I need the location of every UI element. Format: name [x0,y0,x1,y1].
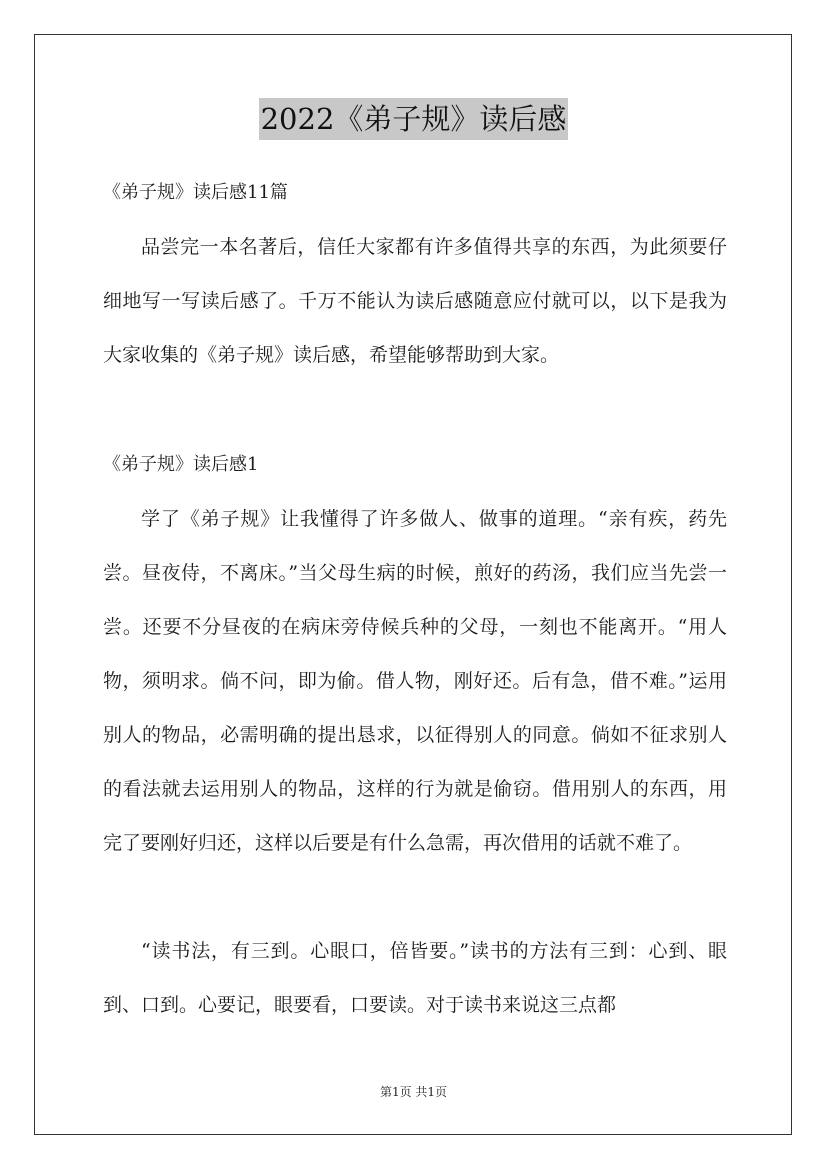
document-title: 2022《弟子规》读后感 [259,98,569,140]
page-footer: 第1页 共1页 [379,1085,448,1099]
body-paragraph-1: 学了《弟子规》让我懂得了许多做人、做事的道理。“亲有疾，药先尝。昼夜侍，不离床。”当父母生病的时候，煎好的药汤，我们应当先尝一尝。还要不分昼夜的在病床旁侍候兵种的父母，一刻也不能离开。“用人物，须明求。倘不问，即为偷。借人物，刚好还。后有急，借不难。”运用别人的物品，必需明确的提出恳求，以征得别人的同意。倘如不征求别人的看法就去运用别人的物品，这样的行为就是偷窃。借用别人的东西，用完了要刚好归还，这样以后要是有什么急需，再次借用的话就不难了。 [103,508,727,854]
title-container [0,98,827,140]
document-subtitle: 《弟子规》读后感11篇 [103,182,288,203]
section-heading: 《弟子规》读后感1 [103,454,259,475]
body-paragraph-2: “读书法，有三到。心眼口，倍皆要。”读书的方法有三到：心到、眼到、口到。心要记，眼要看，口要读。对于读书来说这三点都 [103,940,727,1016]
intro-paragraph: 品尝完一本名著后，信任大家都有许多值得共享的东西，为此须要仔细地写一写读后感了。千万不能认为读后感随意应付就可以，以下是我为大家收集的《弟子规》读后感，希望能够帮助到大家。 [103,236,727,366]
